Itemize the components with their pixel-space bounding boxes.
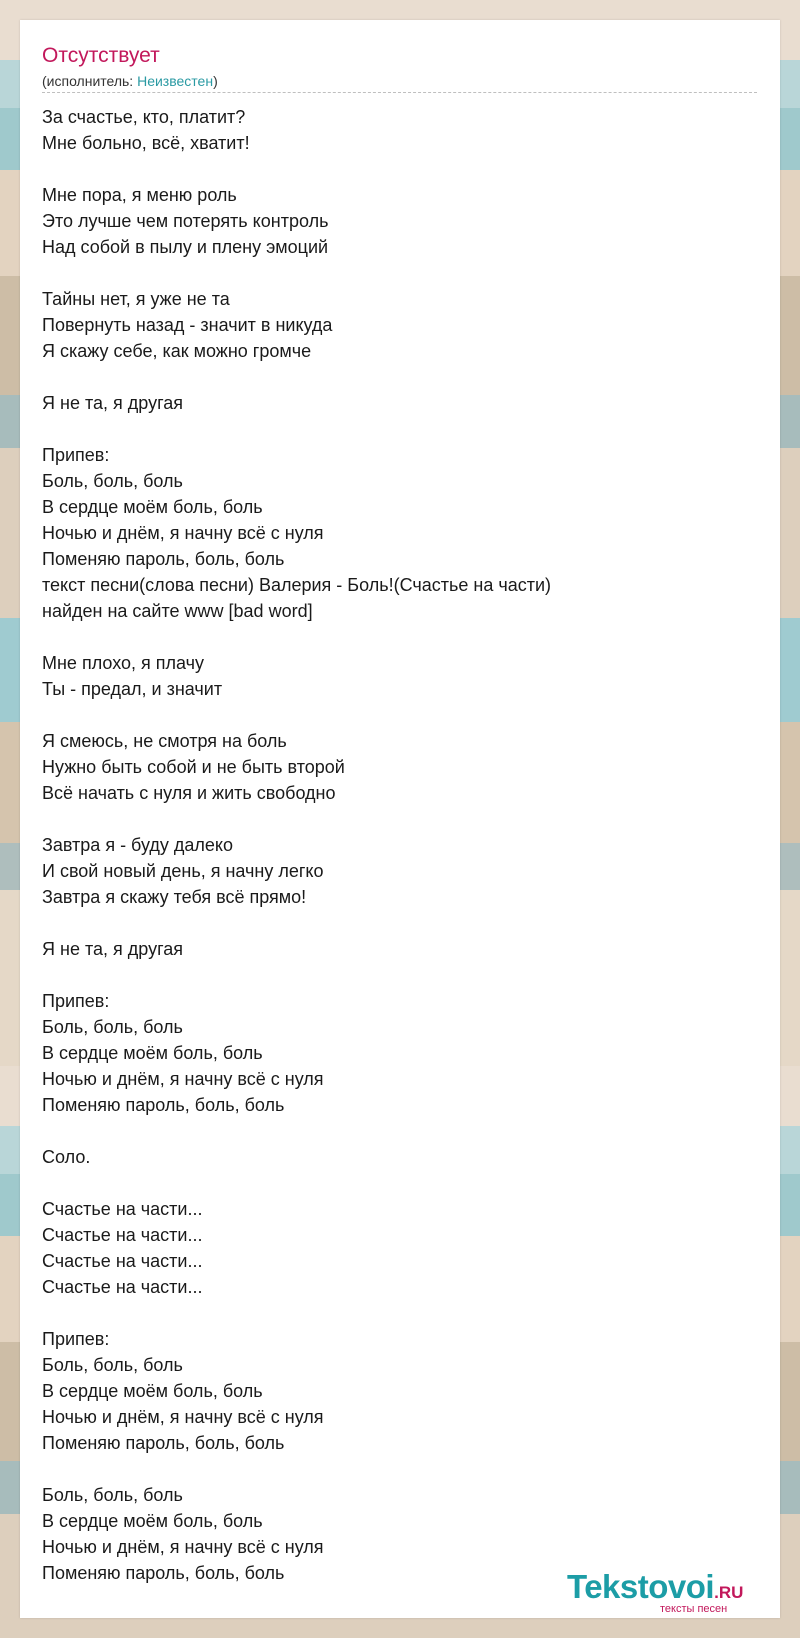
lyric-line: В сердце моём боль, боль [42,1043,263,1063]
lyric-line: Ты - предал, и значит [42,679,223,699]
lyric-line: Нужно быть собой и не быть второй [42,757,345,777]
lyric-line: Припев: [42,1329,110,1349]
lyric-line: Я не та, я другая [42,939,183,959]
lyric-line: Ночью и днём, я начну всё с нуля [42,523,324,543]
logo-tagline: тексты песен [660,1603,728,1615]
lyric-line: Счастье на части... [42,1277,203,1297]
lyrics-body [42,104,757,1586]
lyric-line: Это лучше чем потерять контроль [42,211,329,231]
lyric-line [42,416,757,442]
lyric-line: Боль, боль, боль [42,1485,183,1505]
site-logo[interactable] [567,1567,767,1617]
artist-prefix: (исполнитель: [42,73,138,89]
lyric-line [42,1118,757,1144]
lyric-line: Над собой в пылу и плену эмоций [42,237,329,257]
lyric-line [42,156,757,182]
lyric-line: Повернуть назад - значит в никуда [42,315,333,335]
lyric-line [42,364,757,390]
lyric-line: Поменяю пароль, боль, боль [42,549,285,569]
lyric-line [42,806,757,832]
lyric-line: Я не та, я другая [42,393,183,413]
song-title: Отсутствует [42,44,160,67]
lyric-line [42,910,757,936]
lyric-line: Я скажу себе, как можно громче [42,341,312,361]
lyric-line: Поменяю пароль, боль, боль [42,1095,285,1115]
lyric-line: Всё начать с нуля и жить свободно [42,783,336,803]
lyric-line [42,624,757,650]
lyric-line: найден на сайте www [bad word] [42,601,313,621]
lyric-line [42,1170,757,1196]
lyric-line: Боль, боль, боль [42,1017,183,1037]
lyric-line: И свой новый день, я начну легко [42,861,324,881]
lyric-line [42,702,757,728]
lyric-line: Тайны нет, я уже не та [42,289,230,309]
lyric-line: В сердце моём боль, боль [42,1381,263,1401]
lyric-line: В сердце моём боль, боль [42,497,263,517]
lyric-line: текст песни(слова песни) Валерия - Боль!(Счастье на части) [42,575,552,595]
lyric-line: Счастье на части... [42,1251,203,1271]
lyric-line: Припев: [42,991,110,1011]
lyric-line: Ночью и днём, я начну всё с нуля [42,1069,324,1089]
header-divider [42,92,757,93]
artist-suffix: ) [213,73,218,89]
logo-domain: .RU [714,1583,744,1602]
lyric-line: Припев: [42,445,110,465]
lyric-line: Завтра я скажу тебя всё прямо! [42,887,307,907]
lyric-line [42,1456,757,1482]
lyric-line: Боль, боль, боль [42,471,183,491]
lyric-line: В сердце моём боль, боль [42,1511,263,1531]
lyric-line: Счастье на части... [42,1225,203,1245]
lyric-line: Соло. [42,1147,91,1167]
artist-link[interactable]: Неизвестен [137,73,214,89]
logo-name: Tekstovoi [567,1568,715,1605]
lyric-line [42,1300,757,1326]
lyric-line: Мне пора, я меню роль [42,185,237,205]
lyric-line: Боль, боль, боль [42,1355,183,1375]
lyric-line: Ночью и днём, я начну всё с нуля [42,1407,324,1427]
lyric-line [42,962,757,988]
lyric-line: Ночью и днём, я начну всё с нуля [42,1537,324,1557]
lyric-line: Мне больно, всё, хватит! [42,133,250,153]
lyric-line: Я смеюсь, не смотря на боль [42,731,287,751]
lyric-line: Поменяю пароль, боль, боль [42,1563,285,1583]
lyric-line: Счастье на части... [42,1199,203,1219]
lyric-line: Мне плохо, я плачу [42,653,205,673]
artist-line [42,72,218,90]
lyric-line: За счастье, кто, платит? [42,107,246,127]
lyric-line: Завтра я - буду далеко [42,835,233,855]
lyric-line [42,260,757,286]
lyric-line: Поменяю пароль, боль, боль [42,1433,285,1453]
